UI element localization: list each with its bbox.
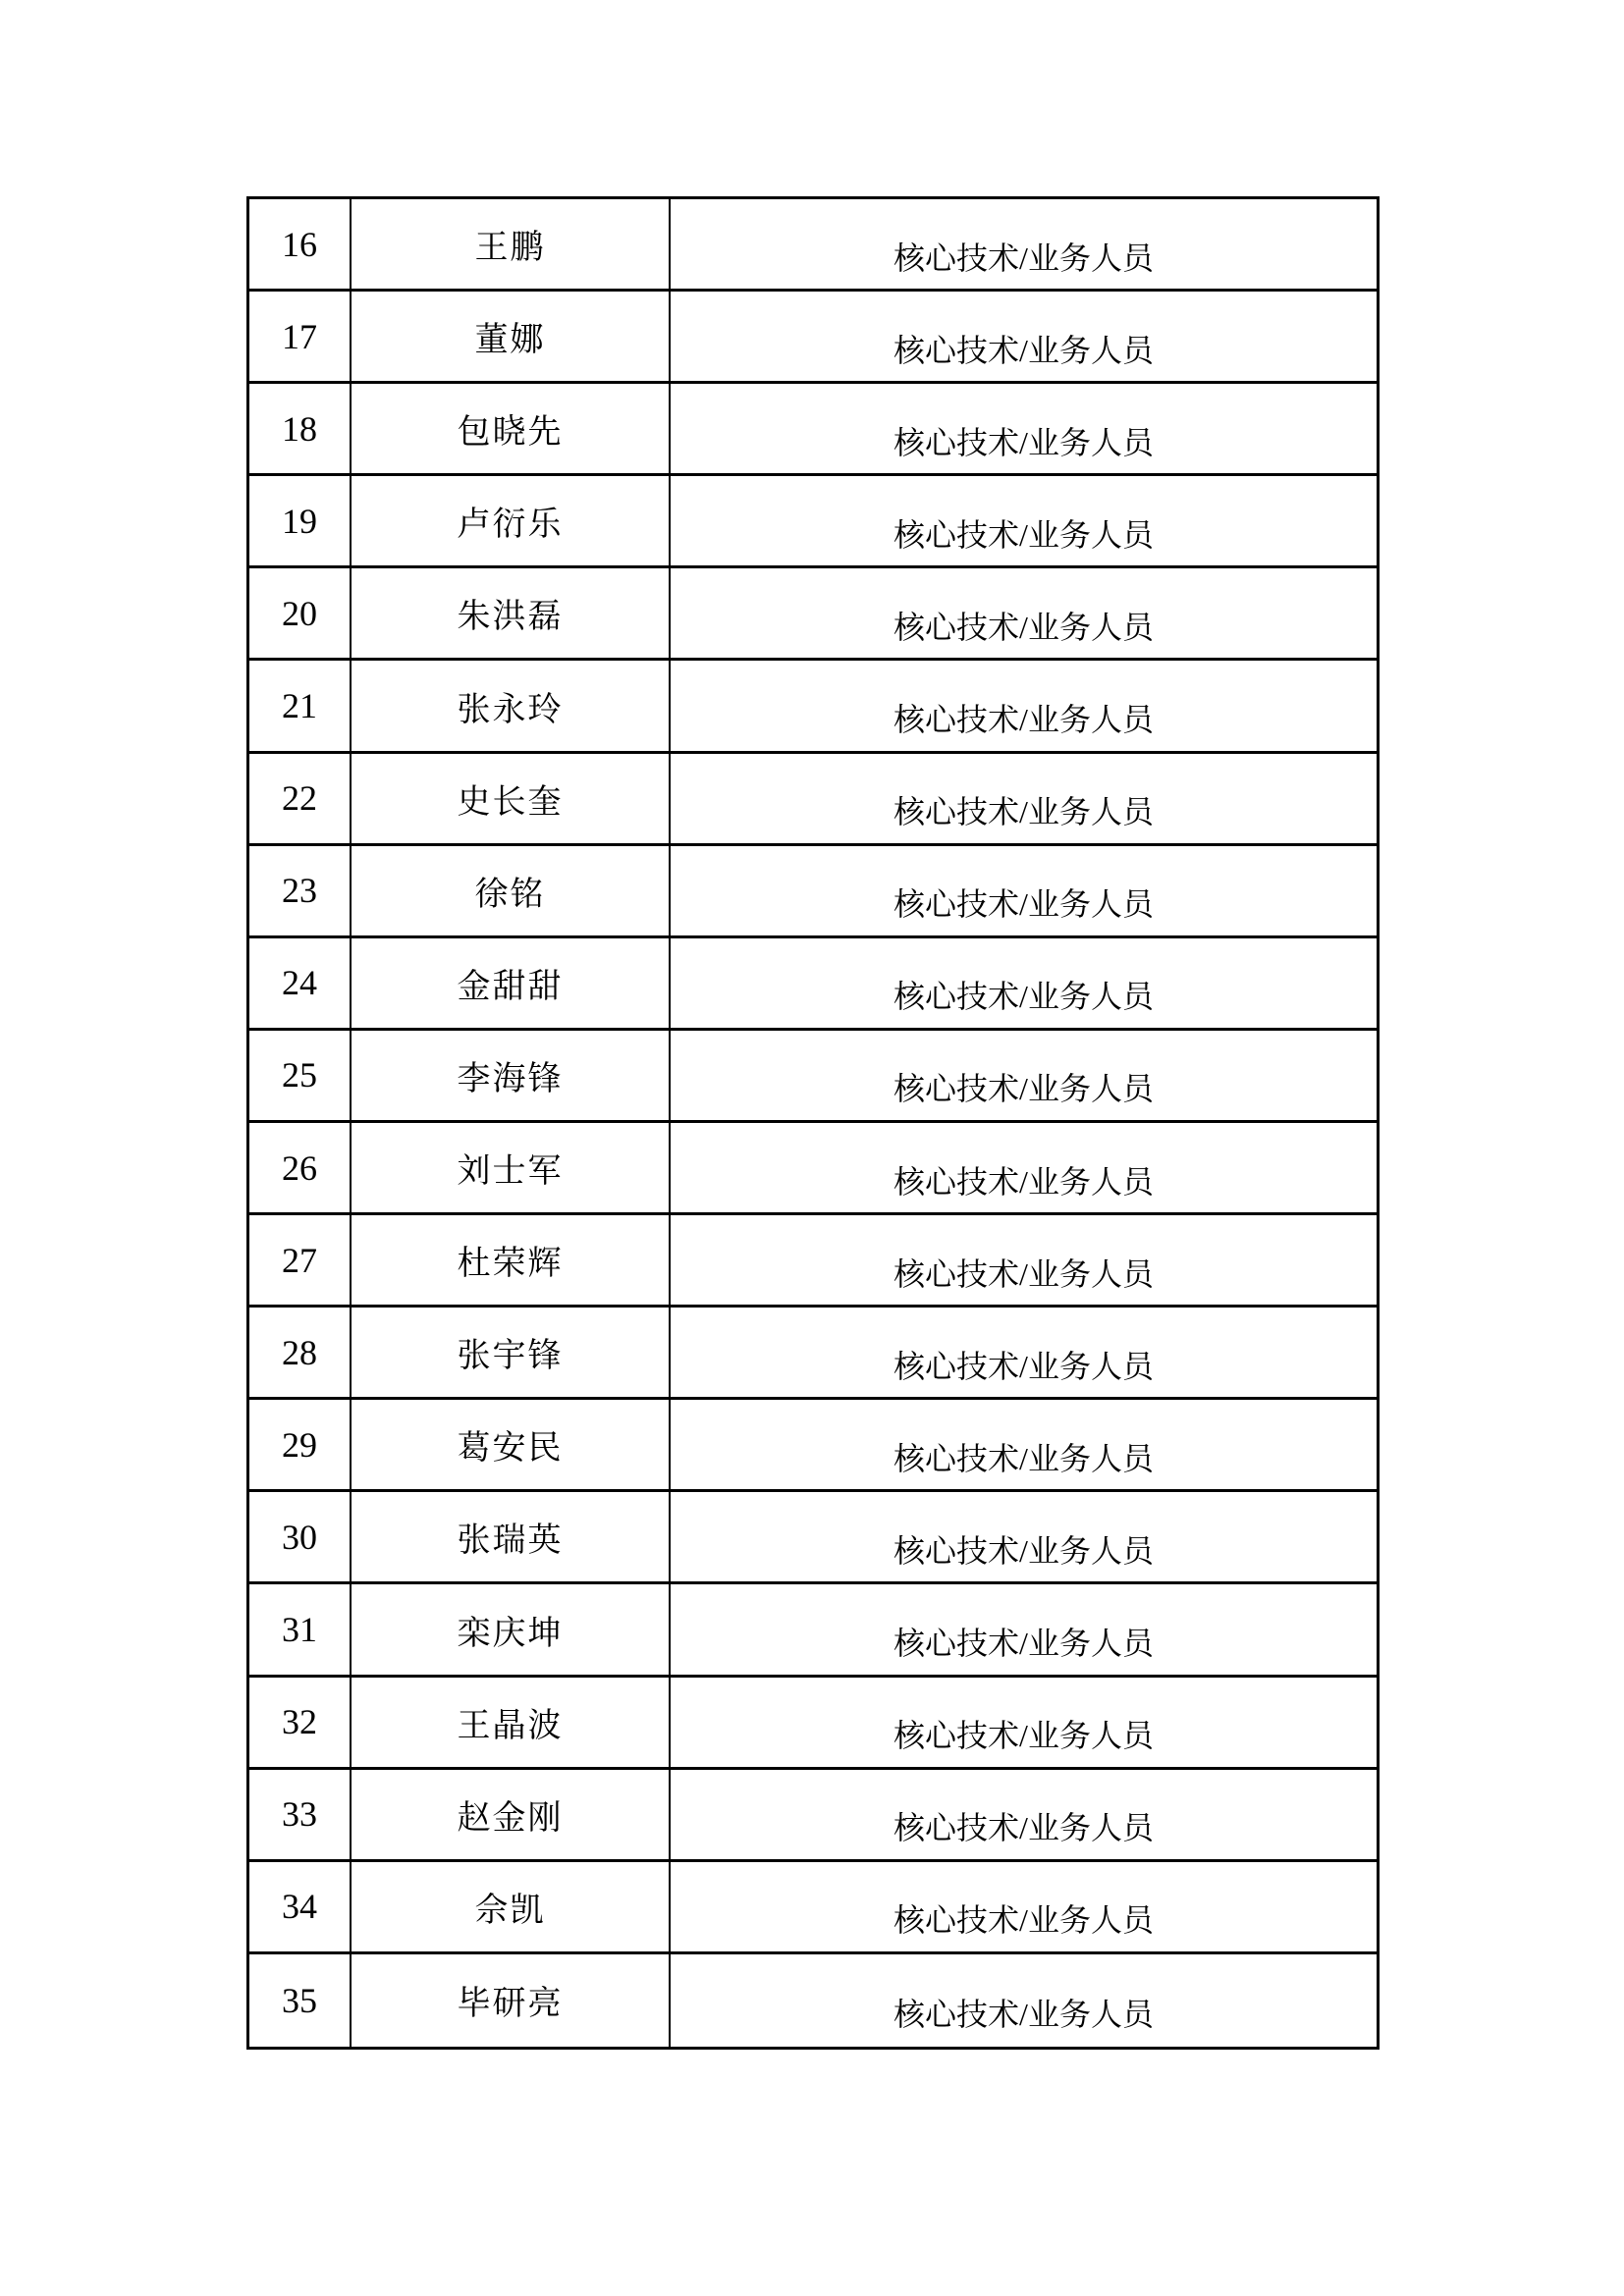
role-cell — [671, 1678, 1377, 1767]
role-cell-text: 核心技术/业务人员 — [893, 1440, 1154, 1476]
employee-name-cell-text: 葛安民 — [457, 1430, 564, 1468]
role-cell — [671, 661, 1377, 750]
employee-name-cell-text: 佘凯 — [474, 1892, 546, 1929]
employee-name-cell-text: 杜荣辉 — [457, 1246, 564, 1283]
row-number-cell — [249, 1492, 352, 1581]
table-row — [249, 1770, 1377, 1862]
row-number-cell-text: 35 — [282, 1980, 317, 2020]
row-number-cell — [249, 384, 352, 473]
row-number-cell-text: 31 — [282, 1610, 317, 1650]
role-cell — [671, 1492, 1377, 1581]
table-row — [249, 1308, 1377, 1400]
employee-name-cell — [352, 938, 671, 1028]
row-number-cell — [249, 292, 352, 381]
employee-name-cell-text: 包晓先 — [457, 414, 564, 452]
employee-name-cell — [352, 1031, 671, 1120]
role-cell — [671, 1400, 1377, 1489]
row-number-cell — [249, 1954, 352, 2047]
employee-name-cell — [352, 199, 671, 289]
role-cell — [671, 754, 1377, 843]
employee-name-cell-text: 李海锋 — [457, 1060, 564, 1097]
row-number-cell — [249, 661, 352, 750]
row-number-cell-text: 21 — [282, 686, 317, 726]
role-cell — [671, 1584, 1377, 1674]
row-number-cell-text: 22 — [282, 778, 317, 819]
row-number-cell-text: 24 — [282, 963, 317, 1003]
row-number-cell — [249, 1400, 352, 1489]
role-cell — [671, 1123, 1377, 1212]
role-cell-text: 核心技术/业务人员 — [893, 424, 1154, 460]
employee-name-cell — [352, 1862, 671, 1951]
role-cell — [671, 1954, 1377, 2047]
role-cell-text: 核心技术/业务人员 — [893, 702, 1154, 738]
table-row — [249, 1400, 1377, 1492]
role-cell — [671, 1031, 1377, 1120]
row-number-cell — [249, 1031, 352, 1120]
row-number-cell-text: 26 — [282, 1148, 317, 1188]
role-cell-text: 核心技术/业务人员 — [893, 979, 1154, 1015]
table-row — [249, 754, 1377, 846]
employee-name-cell — [352, 1215, 671, 1305]
row-number-cell-text: 30 — [282, 1517, 317, 1557]
role-cell-text: 核心技术/业务人员 — [893, 1902, 1154, 1939]
role-cell — [671, 1770, 1377, 1859]
role-cell-text: 核心技术/业务人员 — [893, 1163, 1154, 1200]
row-number-cell-text: 25 — [282, 1055, 317, 1095]
table-row — [249, 476, 1377, 568]
row-number-cell-text: 16 — [282, 224, 317, 264]
employee-name-cell-text: 朱洪磊 — [457, 599, 564, 636]
role-cell-text: 核心技术/业务人员 — [893, 886, 1154, 923]
employee-name-cell — [352, 846, 671, 935]
row-number-cell — [249, 1678, 352, 1767]
employee-name-cell — [352, 1123, 671, 1212]
personnel-table — [246, 196, 1380, 2050]
employee-name-cell-text: 卢衍乐 — [457, 507, 564, 544]
employee-name-cell-text: 毕研亮 — [457, 1986, 564, 2023]
employee-name-cell — [352, 1492, 671, 1581]
row-number-cell — [249, 846, 352, 935]
table-row — [249, 1031, 1377, 1123]
employee-name-cell-text: 王晶波 — [457, 1707, 564, 1744]
employee-name-cell — [352, 292, 671, 381]
table-row — [249, 568, 1377, 661]
employee-name-cell — [352, 1954, 671, 2047]
role-cell — [671, 476, 1377, 565]
role-cell — [671, 199, 1377, 289]
table-row — [249, 1862, 1377, 1954]
employee-name-cell — [352, 1584, 671, 1674]
table-row — [249, 661, 1377, 753]
table-row — [249, 1678, 1377, 1770]
row-number-cell — [249, 1862, 352, 1951]
employee-name-cell — [352, 754, 671, 843]
row-number-cell — [249, 1215, 352, 1305]
table-row — [249, 384, 1377, 476]
row-number-cell-text: 18 — [282, 408, 317, 449]
employee-name-cell-text: 史长奎 — [457, 783, 564, 821]
row-number-cell — [249, 199, 352, 289]
table-row — [249, 292, 1377, 384]
role-cell-text: 核心技术/业务人员 — [893, 240, 1154, 276]
role-cell — [671, 938, 1377, 1028]
role-cell — [671, 1862, 1377, 1951]
employee-name-cell-text: 金甜甜 — [457, 968, 564, 1005]
role-cell-text: 核心技术/业务人员 — [893, 332, 1154, 368]
row-number-cell — [249, 1123, 352, 1212]
role-cell — [671, 384, 1377, 473]
row-number-cell-text: 32 — [282, 1702, 317, 1742]
table-row — [249, 1584, 1377, 1677]
role-cell — [671, 1308, 1377, 1397]
role-cell-text: 核心技术/业务人员 — [893, 794, 1154, 830]
role-cell-text: 核心技术/业务人员 — [893, 1626, 1154, 1662]
employee-name-cell-text: 栾庆坤 — [457, 1615, 564, 1652]
row-number-cell — [249, 754, 352, 843]
employee-name-cell-text: 张永玲 — [457, 691, 564, 728]
role-cell — [671, 568, 1377, 658]
employee-name-cell-text: 徐铭 — [474, 876, 546, 913]
role-cell-text: 核心技术/业务人员 — [893, 1718, 1154, 1754]
row-number-cell-text: 19 — [282, 501, 317, 541]
employee-name-cell — [352, 568, 671, 658]
row-number-cell — [249, 938, 352, 1028]
row-number-cell — [249, 476, 352, 565]
role-cell-text: 核心技术/业务人员 — [893, 1348, 1154, 1384]
table-row — [249, 1215, 1377, 1308]
row-number-cell-text: 20 — [282, 593, 317, 633]
row-number-cell-text: 33 — [282, 1794, 317, 1835]
employee-name-cell — [352, 1308, 671, 1397]
role-cell-text: 核心技术/业务人员 — [893, 516, 1154, 553]
role-cell — [671, 1215, 1377, 1305]
row-number-cell-text: 34 — [282, 1887, 317, 1927]
row-number-cell — [249, 568, 352, 658]
role-cell-text: 核心技术/业务人员 — [893, 609, 1154, 645]
table-row — [249, 1492, 1377, 1584]
employee-name-cell-text: 张宇锋 — [457, 1338, 564, 1375]
row-number-cell-text: 27 — [282, 1240, 317, 1280]
table-row — [249, 938, 1377, 1031]
row-number-cell-text: 23 — [282, 871, 317, 911]
role-cell — [671, 846, 1377, 935]
row-number-cell-text: 29 — [282, 1424, 317, 1465]
employee-name-cell — [352, 476, 671, 565]
table-row — [249, 199, 1377, 292]
employee-name-cell-text: 张瑞英 — [457, 1522, 564, 1560]
role-cell-text: 核心技术/业务人员 — [893, 1810, 1154, 1846]
row-number-cell — [249, 1770, 352, 1859]
employee-name-cell-text: 王鹏 — [474, 230, 546, 267]
employee-name-cell — [352, 1678, 671, 1767]
role-cell-text: 核心技术/业务人员 — [893, 1996, 1154, 2032]
table-row — [249, 846, 1377, 938]
row-number-cell — [249, 1308, 352, 1397]
employee-name-cell-text: 董娜 — [474, 322, 546, 359]
employee-name-cell — [352, 661, 671, 750]
role-cell-text: 核心技术/业务人员 — [893, 1071, 1154, 1107]
role-cell-text: 核心技术/业务人员 — [893, 1255, 1154, 1292]
row-number-cell — [249, 1584, 352, 1674]
role-cell-text: 核心技术/业务人员 — [893, 1532, 1154, 1569]
employee-name-cell-text: 刘士军 — [457, 1153, 564, 1191]
employee-name-cell — [352, 384, 671, 473]
role-cell — [671, 292, 1377, 381]
employee-name-cell — [352, 1770, 671, 1859]
row-number-cell-text: 28 — [282, 1332, 317, 1372]
table-row — [249, 1123, 1377, 1215]
table-row — [249, 1954, 1377, 2047]
employee-name-cell — [352, 1400, 671, 1489]
employee-name-cell-text: 赵金刚 — [457, 1799, 564, 1837]
row-number-cell-text: 17 — [282, 316, 317, 356]
